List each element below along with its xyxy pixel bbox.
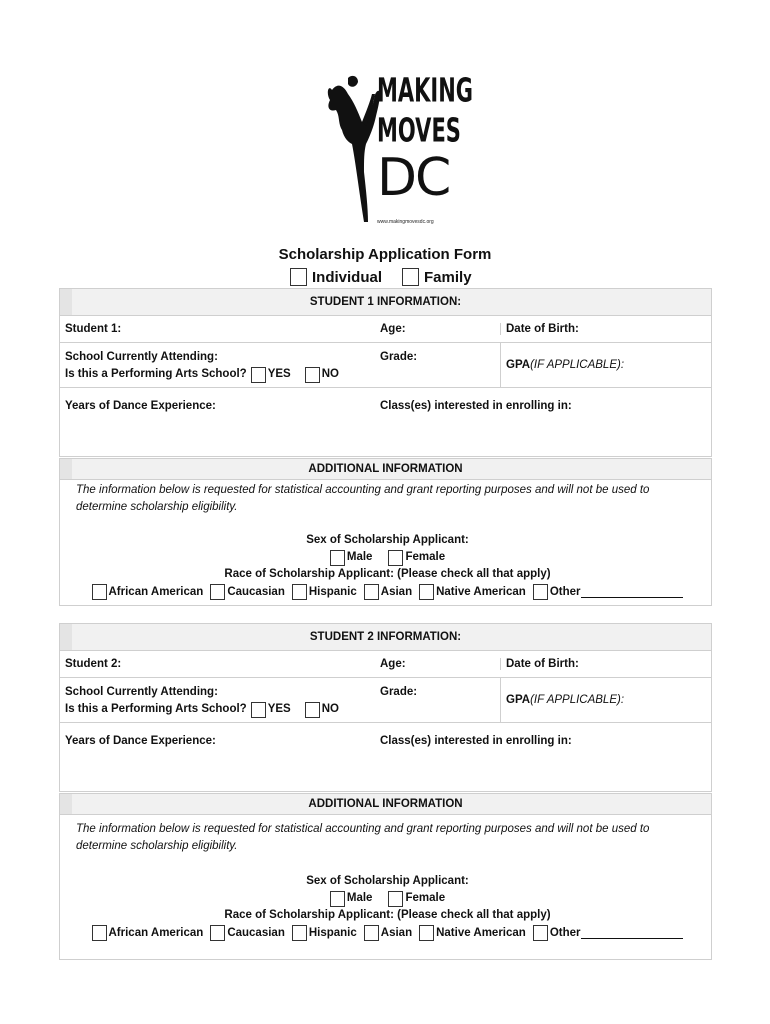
male-checkbox-1[interactable] [330, 550, 345, 566]
race-options-2 [76, 924, 699, 942]
race-hispanic-label-2: Hispanic [308, 927, 357, 939]
race-caucasian-label-2: Caucasian [227, 927, 285, 939]
student-2-classes-field[interactable]: Class(es) interested in enrolling in: [380, 735, 572, 747]
race-native-american-checkbox-1[interactable] [419, 584, 434, 600]
race-other-label-1: Other [549, 586, 581, 598]
student-2-no-checkbox[interactable] [305, 702, 320, 718]
race-asian-label-2: Asian [380, 927, 413, 939]
family-checkbox[interactable] [402, 268, 419, 286]
student-1-no-checkbox[interactable] [305, 367, 320, 383]
individual-checkbox[interactable] [290, 268, 307, 286]
student-1-yes-checkbox[interactable] [251, 367, 266, 383]
race-native-american-checkbox-2[interactable] [419, 925, 434, 941]
race-other-checkbox-2[interactable] [533, 925, 548, 941]
race-hispanic-checkbox-1[interactable] [292, 584, 307, 600]
individual-option [290, 268, 382, 286]
additional-info-1-heading: ADDITIONAL INFORMATION [60, 459, 711, 480]
student-2-gpa-field[interactable] [501, 678, 711, 722]
student-2-school-field[interactable] [60, 678, 375, 722]
student-1-heading: STUDENT 1 INFORMATION: [60, 289, 711, 316]
race-asian-checkbox-2[interactable] [364, 925, 379, 941]
student-2-gpa-label: GPA [506, 694, 531, 706]
race-title-1: Race of Scholarship Applicant: (Please check all that apply) [224, 568, 551, 580]
logo-wordmark [377, 72, 474, 208]
student-2-grade-field[interactable]: Grade: [375, 678, 501, 722]
student-2-heading: STUDENT 2 INFORMATION: [60, 624, 711, 651]
student-1-no-label: NO [321, 368, 339, 380]
student-2-row-dance [60, 723, 711, 791]
student-2-years-field[interactable]: Years of Dance Experience: [65, 735, 216, 747]
student-2-name-field[interactable]: Student 2: [65, 658, 122, 670]
female-label-1: Female [405, 551, 446, 563]
student-2-section [59, 623, 712, 792]
student-1-gpa-label: GPA [506, 359, 531, 371]
student-1-age-field[interactable]: Age: [375, 323, 501, 335]
race-other-checkbox-1[interactable] [533, 584, 548, 600]
student-1-gpa-note: (IF APPLICABLE): [530, 359, 625, 371]
sex-title-2: Sex of Scholarship Applicant: [306, 875, 469, 887]
student-2-row-school [60, 678, 711, 723]
sex-options-1 [76, 549, 699, 566]
student-1-yes-label: YES [267, 368, 291, 380]
student-2-no-label: NO [321, 703, 339, 715]
additional-info-2-note: The information below is requested for statistical accounting and grant reporting purposes and will not be used to determine scholarship eligibility. [76, 823, 650, 852]
application-type [290, 268, 472, 286]
student-1-row-name [60, 316, 711, 343]
family-label: Family [424, 268, 472, 286]
additional-info-1-section [59, 458, 712, 606]
race-native-american-label-2: Native American [436, 927, 526, 939]
race-asian-label-1: Asian [380, 586, 413, 598]
student-2-performing-label: Is this a Performing Arts School? [65, 703, 247, 715]
family-option [402, 268, 472, 286]
race-title-2: Race of Scholarship Applicant: (Please check all that apply) [224, 909, 551, 921]
race-african-american-label-2: African American [108, 927, 204, 939]
race-caucasian-checkbox-2[interactable] [210, 925, 225, 941]
race-caucasian-checkbox-1[interactable] [210, 584, 225, 600]
student-1-name-field[interactable]: Student 1: [65, 323, 122, 335]
student-1-row-dance [60, 388, 711, 456]
student-2-row-name [60, 651, 711, 678]
race-hispanic-checkbox-2[interactable] [292, 925, 307, 941]
race-african-american-checkbox-2[interactable] [92, 925, 107, 941]
female-checkbox-1[interactable] [388, 550, 403, 566]
male-checkbox-2[interactable] [330, 891, 345, 907]
race-caucasian-label-1: Caucasian [227, 586, 285, 598]
race-other-label-2: Other [549, 927, 581, 939]
female-label-2: Female [405, 892, 446, 904]
student-1-classes-field[interactable]: Class(es) interested in enrolling in: [380, 400, 572, 412]
additional-info-1-note: The information below is requested for statistical accounting and grant reporting purposes and will not be used to determine scholarship eligibility. [76, 484, 650, 513]
race-african-american-label-1: African American [108, 586, 204, 598]
race-asian-checkbox-1[interactable] [364, 584, 379, 600]
additional-info-2-section [59, 793, 712, 960]
logo-moves: MOVES [377, 112, 461, 150]
student-2-age-field[interactable]: Age: [375, 658, 501, 670]
female-checkbox-2[interactable] [388, 891, 403, 907]
male-label-1: Male [346, 551, 373, 563]
student-1-row-school [60, 343, 711, 388]
logo-url: www.makingmovesdc.org [377, 219, 434, 225]
student-2-school-label: School Currently Attending: [65, 686, 218, 698]
race-hispanic-label-1: Hispanic [308, 586, 357, 598]
additional-info-2-heading: ADDITIONAL INFORMATION [60, 794, 711, 815]
sex-title-1: Sex of Scholarship Applicant: [306, 534, 469, 546]
student-2-gpa-note: (IF APPLICABLE): [530, 694, 625, 706]
student-1-years-field[interactable]: Years of Dance Experience: [65, 400, 216, 412]
student-1-school-field[interactable] [60, 343, 375, 387]
student-1-dob-field[interactable]: Date of Birth: [506, 323, 579, 335]
race-options-1 [76, 583, 699, 601]
individual-label: Individual [312, 268, 383, 286]
male-label-2: Male [346, 892, 373, 904]
student-1-grade-field[interactable]: Grade: [375, 343, 501, 387]
form-title: Scholarship Application Form [278, 246, 492, 263]
student-1-performing-label: Is this a Performing Arts School? [65, 368, 247, 380]
student-1-performing-arts [65, 366, 370, 383]
logo-dc: DC [377, 148, 450, 208]
student-2-performing-arts [65, 701, 370, 718]
student-1-gpa-field[interactable] [501, 343, 711, 387]
student-1-section [59, 288, 712, 457]
race-native-american-label-1: Native American [436, 586, 526, 598]
race-other-input-1[interactable] [581, 587, 683, 598]
race-african-american-checkbox-1[interactable] [92, 584, 107, 600]
logo-making: MAKING [377, 72, 474, 110]
race-other-input-2[interactable] [581, 928, 683, 939]
student-2-dob-field[interactable]: Date of Birth: [506, 658, 579, 670]
student-2-yes-label: YES [267, 703, 291, 715]
student-2-yes-checkbox[interactable] [251, 702, 266, 718]
student-1-school-label: School Currently Attending: [65, 351, 218, 363]
sex-options-2 [76, 890, 699, 907]
